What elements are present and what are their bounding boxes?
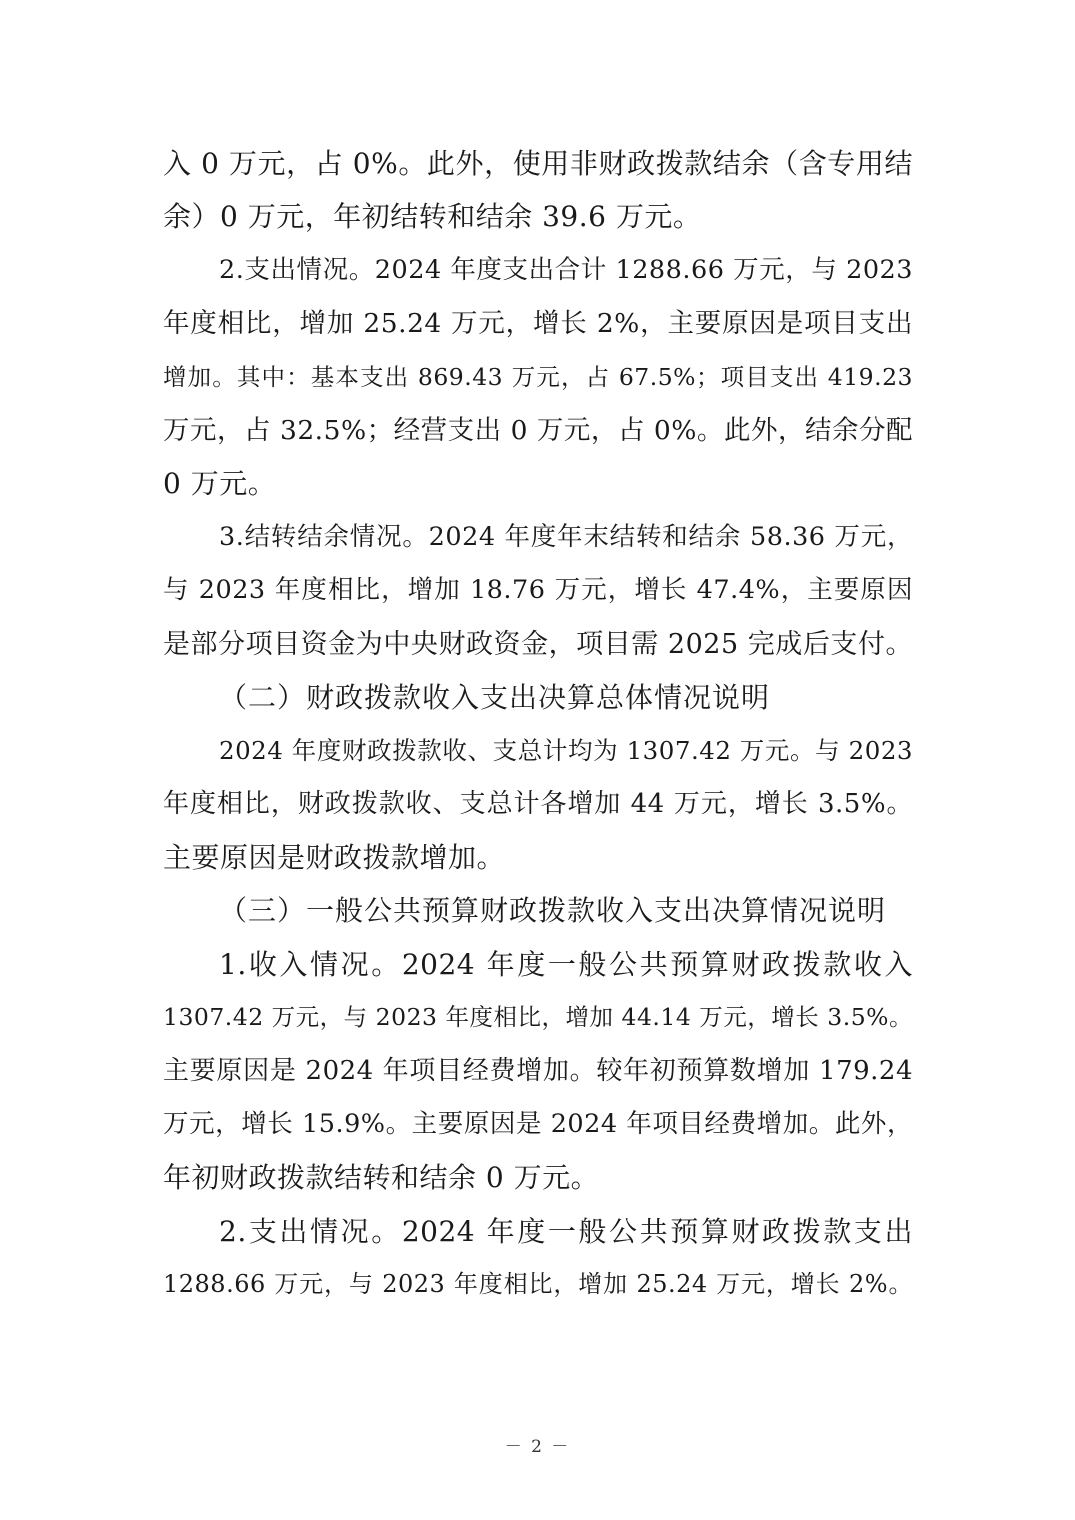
paragraph-start-line: 3.结转结余情况。2024 年度年末结转和结余 58.36 万元，: [219, 521, 913, 552]
text-line: 年初财政拨款结转和结余 0 万元。: [163, 1161, 600, 1195]
text-line: 1288.66 万元，与 2023 年度相比，增加 25.24 万元，增长 2%。: [163, 1270, 913, 1299]
text-line: 主要原因是 2024 年项目经费增加。较年初预算数增加 179.24: [163, 1055, 913, 1086]
text-line: 万元，占 32.5%；经营支出 0 万元，占 0%。此外，结余分配: [163, 414, 913, 446]
page-number: － 2 －: [504, 1437, 571, 1457]
text-line: 1307.42 万元，与 2023 年度相比，增加 44.14 万元，增长 3.5%。: [163, 1003, 913, 1032]
section-heading: （二）财政拨款收入支出决算总体情况说明: [219, 680, 771, 714]
text-line: 余）0 万元，年初结转和结余 39.6 万元。: [163, 200, 702, 234]
text-line: 是部分项目资金为中央财政资金，项目需 2025 完成后支付。: [163, 628, 913, 660]
text-line: 万元，增长 15.9%。主要原因是 2024 年项目经费增加。此外，: [163, 1109, 913, 1140]
text-line: 年度相比，财政拨款收、支总计各增加 44 万元，增长 3.5%。: [163, 788, 913, 819]
text-line: 增加。其中：基本支出 869.43 万元，占 67.5%；项目支出 419.23: [163, 362, 913, 391]
paragraph-start-line: 2024 年度财政拨款收、支总计均为 1307.42 万元。与 2023: [219, 736, 913, 766]
text-line: 主要原因是财政拨款增加。: [163, 841, 506, 875]
body-text: [163, 137, 913, 1312]
paragraph-start-line: 2.支出情况。2024 年度支出合计 1288.66 万元，与 2023: [219, 254, 913, 285]
text-line: 年度相比，增加 25.24 万元，增长 2%，主要原因是项目支出: [163, 308, 913, 340]
paragraph-start-line: 2.支出情况。2024 年度一般公共预算财政拨款支出: [219, 1214, 913, 1248]
paragraph-start-line: 1.收入情况。2024 年度一般公共预算财政拨款收入: [219, 947, 913, 981]
text-line: 与 2023 年度相比，增加 18.76 万元，增长 47.4%，主要原因: [163, 575, 913, 606]
text-line: 0 万元。: [163, 467, 277, 501]
text-line: 入 0 万元，占 0%。此外，使用非财政拨款结余（含专用结: [163, 147, 913, 180]
section-heading: （三）一般公共预算财政拨款收入支出决算情况说明: [219, 894, 887, 928]
